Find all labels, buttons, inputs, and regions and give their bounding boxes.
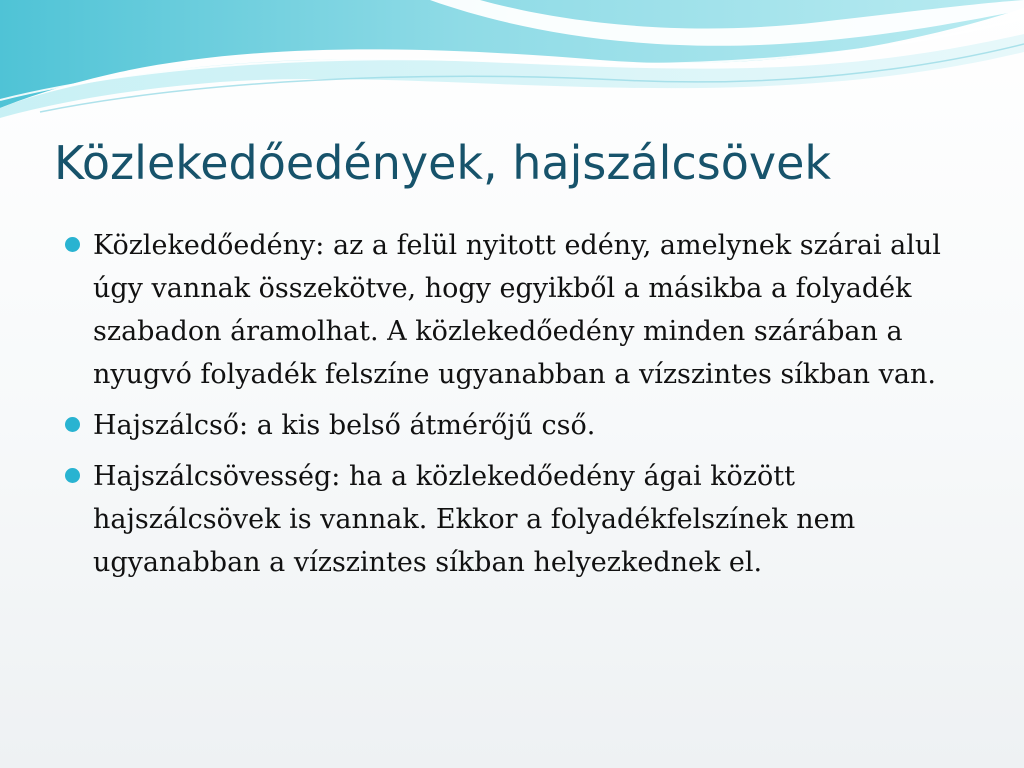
list-item xyxy=(64,224,964,396)
bullet-text: Hajszálcsövesség: ha a közlekedőedény ágai között hajszálcsövek is vannak. Ekkor a folyadékfelszínek nem ugyanabban a vízszintes síkban helyezkednek el. xyxy=(93,461,856,578)
bullet-text: Hajszálcső: a kis belső átmérőjű cső. xyxy=(93,410,596,441)
decorative-wave-header xyxy=(0,0,1024,130)
bullet-dot-icon xyxy=(65,237,80,252)
list-item xyxy=(64,404,964,447)
bullet-dot-icon xyxy=(65,468,80,483)
bullet-dot-icon xyxy=(65,417,80,432)
bullet-list xyxy=(64,224,964,584)
slide-title: Közlekedőedények, hajszálcsövek xyxy=(54,136,832,190)
bullet-text: Közlekedőedény: az a felül nyitott edény, amelynek szárai alul úgy vannak összekötve, hogy egyikből a másikba a folyadék szabadon áramolhat. A közlekedőedény minden szárában a nyugvó folyadék felszíne ugyanabban a vízszintes síkban van. xyxy=(93,230,941,390)
slide-content xyxy=(64,224,964,592)
list-item xyxy=(64,455,964,584)
